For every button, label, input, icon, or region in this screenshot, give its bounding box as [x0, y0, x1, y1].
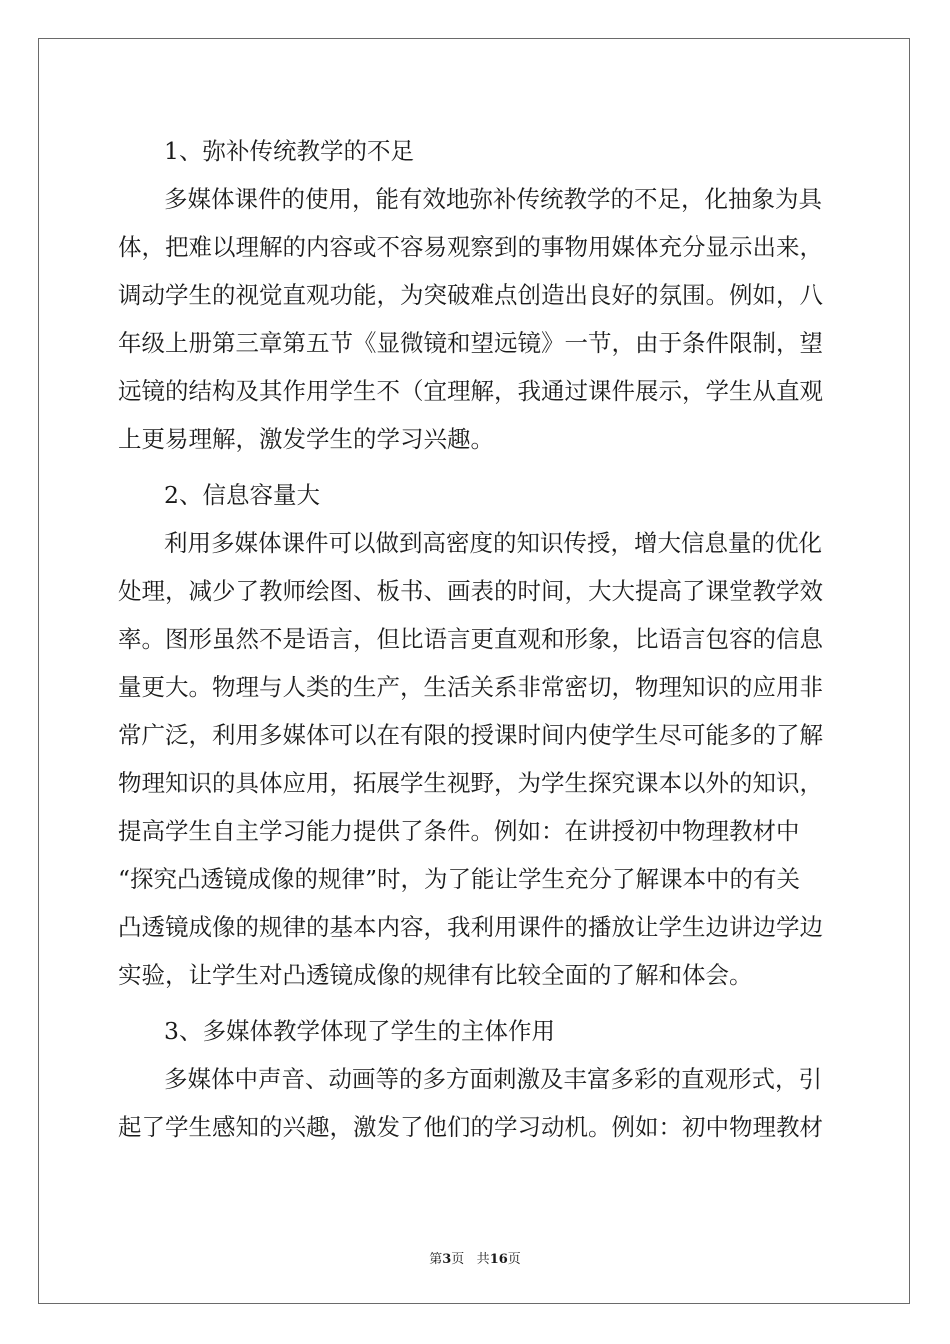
- paragraph-line: 提高学生自主学习能力提供了条件。例如：在讲授初中物理教材中: [118, 817, 800, 845]
- page-footer: [0, 1248, 950, 1267]
- total-pages-number: 16: [489, 1252, 508, 1267]
- total-unit: 页: [507, 1252, 521, 1267]
- paragraph-line: 起了学生感知的兴趣，激发了他们的学习动机。例如：初中物理教材: [118, 1113, 823, 1141]
- page-unit: 页: [451, 1252, 465, 1267]
- heading-1: 1、弥补传统教学的不足: [164, 137, 414, 165]
- paragraph-line: 常广泛，利用多媒体可以在有限的授课时间内使学生尽可能多的了解: [118, 721, 823, 749]
- paragraph-line: 利用多媒体课件可以做到高密度的知识传授，增大信息量的优化: [164, 529, 822, 557]
- paragraph-line: 远镜的结构及其作用学生不（宜理解，我通过课件展示，学生从直观: [118, 377, 823, 405]
- paragraph-line: 年级上册第三章第五节《显微镜和望远镜》一节，由于条件限制，望: [118, 329, 823, 357]
- heading-2: 2、信息容量大: [164, 481, 320, 509]
- paragraph-line: 实验，让学生对凸透镜成像的规律有比较全面的了解和体会。: [118, 961, 753, 989]
- heading-3: 3、多媒体教学体现了学生的主体作用: [164, 1017, 555, 1045]
- paragraph-line: 调动学生的视觉直观功能，为突破难点创造出良好的氛围。例如，八: [118, 281, 823, 309]
- page-prefix: 第: [429, 1252, 443, 1267]
- paragraph-line: 凸透镜成像的规律的基本内容，我利用课件的播放让学生边讲边学边: [118, 913, 823, 941]
- paragraph-line: 物理知识的具体应用，拓展学生视野，为学生探究课本以外的知识，: [118, 769, 823, 797]
- total-prefix: 共: [476, 1252, 490, 1267]
- paragraph-line: 多媒体课件的使用，能有效地弥补传统教学的不足，化抽象为具: [164, 185, 822, 213]
- paragraph-line: 上更易理解，激发学生的学习兴趣。: [118, 425, 494, 453]
- current-page-number: 3: [442, 1252, 452, 1267]
- paragraph-line: 处理，减少了教师绘图、板书、画表的时间，大大提高了课堂教学效: [118, 577, 823, 605]
- paragraph-line: 多媒体中声音、动画等的多方面刺激及丰富多彩的直观形式，引: [164, 1065, 822, 1093]
- paragraph-line: “探究凸透镜成像的规律”时，为了能让学生充分了解课本中的有关: [118, 865, 801, 893]
- paragraph-line: 率。图形虽然不是语言，但比语言更直观和形象，比语言包容的信息: [118, 625, 823, 653]
- paragraph-line: 量更大。物理与人类的生产，生活关系非常密切，物理知识的应用非: [118, 673, 823, 701]
- paragraph-line: 体，把难以理解的内容或不容易观察到的事物用媒体充分显示出来，: [118, 233, 823, 261]
